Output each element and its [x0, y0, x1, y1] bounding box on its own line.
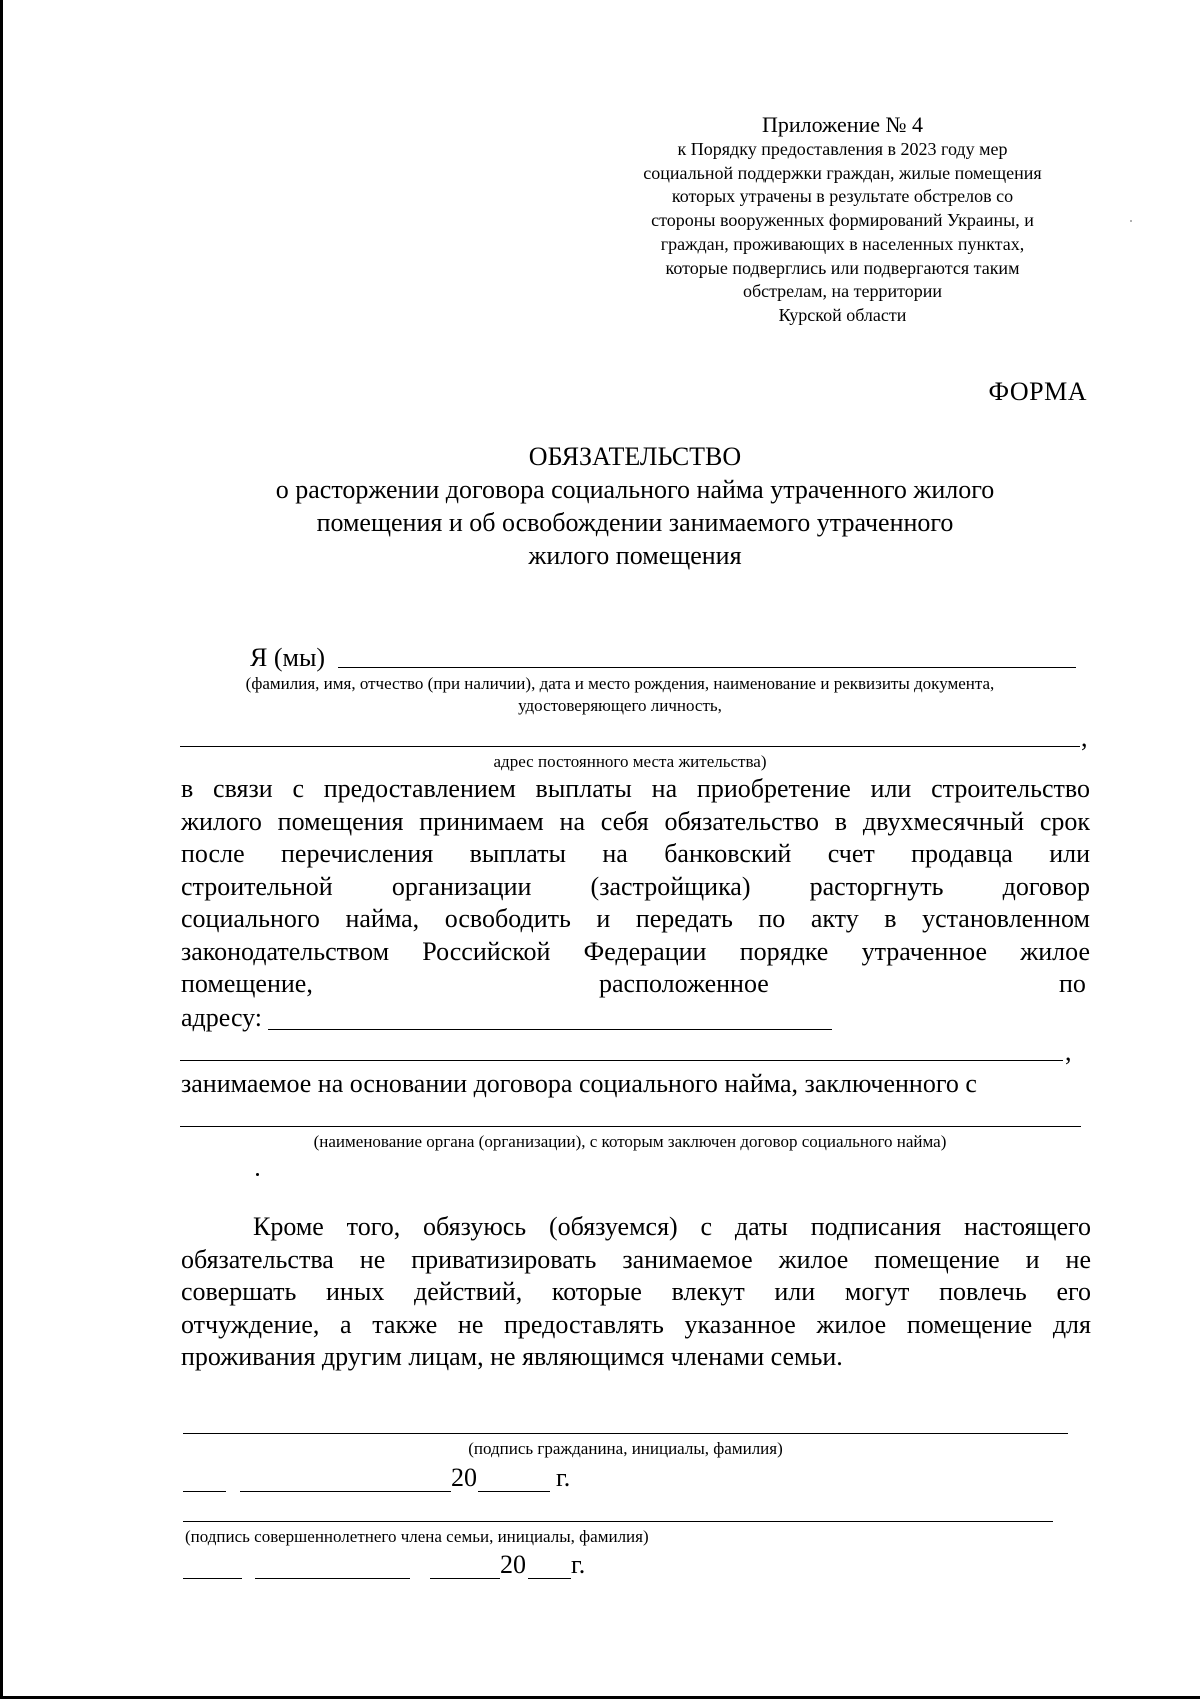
applicant-hint: [150, 673, 1090, 717]
appendix-header: [620, 112, 1065, 328]
obligation-word: помещение,: [181, 969, 313, 998]
family-signature-field[interactable]: [183, 1521, 1053, 1522]
additional-line: проживания другим лицам, не являющимся членами семьи.: [181, 1342, 843, 1371]
family-date-day-field[interactable]: [183, 1578, 242, 1579]
obligation-line: строительной организации (застройщика) расторгнуть договор: [181, 871, 1090, 901]
obligation-line: в связи с предоставлением выплаты на приобретение или строительство: [181, 774, 1090, 803]
citizen-signature-hint: (подпись гражданина, инициалы, фамилия): [468, 1439, 783, 1458]
appendix-line: которые подверглись или подвергаются таким: [665, 257, 1020, 278]
form-label: ФОРМА: [988, 377, 1087, 406]
family-date-month-field[interactable]: [255, 1578, 410, 1579]
citizen-date-month-field[interactable]: [240, 1491, 451, 1492]
additional-line: отчуждение, а также не предоставлять указанное жилое помещение для: [181, 1309, 1091, 1339]
address-comma: ,: [1065, 1037, 1072, 1066]
obligation-line: жилого помещения принимаем на себя обязательство в двухмесячный срок: [181, 806, 1090, 836]
citizen-date-day-field[interactable]: [183, 1491, 226, 1492]
document-title: [180, 440, 1090, 572]
citizen-year-prefix: 20: [451, 1463, 477, 1492]
family-signature-hint: (подпись совершеннолетнего члена семьи, инициалы, фамилия): [185, 1527, 649, 1546]
obligation-line: после перечисления выплаты на банковский счет продавца или: [181, 839, 1090, 868]
title-sub-line: о расторжении договора социального найма утраченного жилого: [275, 475, 995, 504]
applicant-name-field[interactable]: [338, 667, 1076, 668]
obligation-paragraph: [181, 773, 1090, 968]
obligation-word: расположенное: [599, 969, 769, 998]
family-date-blank-field[interactable]: [430, 1578, 500, 1579]
scan-border-left: [0, 0, 3, 1699]
appendix-line: социальной поддержки граждан, жилые помещения: [643, 162, 1042, 183]
scan-speck: [256, 1173, 259, 1176]
applicant-label: Я (мы): [250, 643, 326, 672]
family-date-year-field[interactable]: [528, 1578, 571, 1579]
additional-line: Кроме того, обязуюсь (обязуемся) с даты подписания настоящего: [253, 1212, 1091, 1241]
applicant-hint-line: (фамилия, имя, отчество (при наличии), дата и место рождения, наименование и реквизиты документа,: [245, 674, 995, 693]
citizen-date-year-field[interactable]: [478, 1491, 550, 1492]
title-sub-line: жилого помещения: [528, 541, 742, 570]
title-sub-line: помещения и об освобождении занимаемого утраченного: [316, 508, 954, 537]
property-address-field-2[interactable]: [180, 1060, 1063, 1061]
appendix-line: которых утрачены в результате обстрелов со: [671, 186, 1014, 207]
family-year-suffix: г.: [571, 1550, 586, 1579]
contract-basis: занимаемое на основании договора социального найма, заключенного с: [181, 1069, 977, 1098]
obligation-line: законодательством Российской Федерации порядке утраченное жилое: [181, 936, 1090, 966]
applicant-hint-line: удостоверяющего личность,: [518, 696, 722, 715]
organ-hint: (наименование органа (организации), с которым заключен договор социального найма): [313, 1132, 947, 1151]
additional-line: обязательства не приватизировать занимаемое жилое помещение и не: [181, 1244, 1091, 1274]
citizen-signature-field[interactable]: [183, 1433, 1068, 1434]
obligation-word: по: [1059, 969, 1086, 998]
appendix-line: стороны вооруженных формирований Украины, и: [651, 210, 1034, 231]
family-year-prefix: 20: [500, 1550, 526, 1579]
appendix-description: [620, 138, 1065, 328]
appendix-line: обстрелам, на территории: [742, 281, 943, 302]
obligation-line: социального найма, освободить и передать по акту в установленном: [181, 904, 1090, 933]
applicant-address-field[interactable]: [180, 746, 1080, 747]
appendix-line: граждан, проживающих в населенных пунктах,: [660, 233, 1025, 254]
address-label: адресу:: [181, 1003, 263, 1032]
organ-field[interactable]: [180, 1126, 1081, 1127]
appendix-number: Приложение № 4: [761, 112, 924, 137]
appendix-line: Курской области: [778, 304, 907, 325]
appendix-line: к Порядку предоставления в 2023 году мер: [677, 139, 1008, 159]
address-hint: адрес постоянного места жительства): [493, 752, 767, 771]
property-address-field[interactable]: [268, 1029, 832, 1030]
citizen-year-suffix: г.: [556, 1463, 571, 1492]
additional-paragraph: [181, 1211, 1091, 1374]
scan-speck: [1130, 220, 1132, 222]
title-main: ОБЯЗАТЕЛЬСТВО: [528, 442, 742, 471]
additional-line: совершать иных действий, которые влекут или могут повлечь его: [181, 1277, 1091, 1306]
applicant-comma: ,: [1081, 723, 1088, 752]
